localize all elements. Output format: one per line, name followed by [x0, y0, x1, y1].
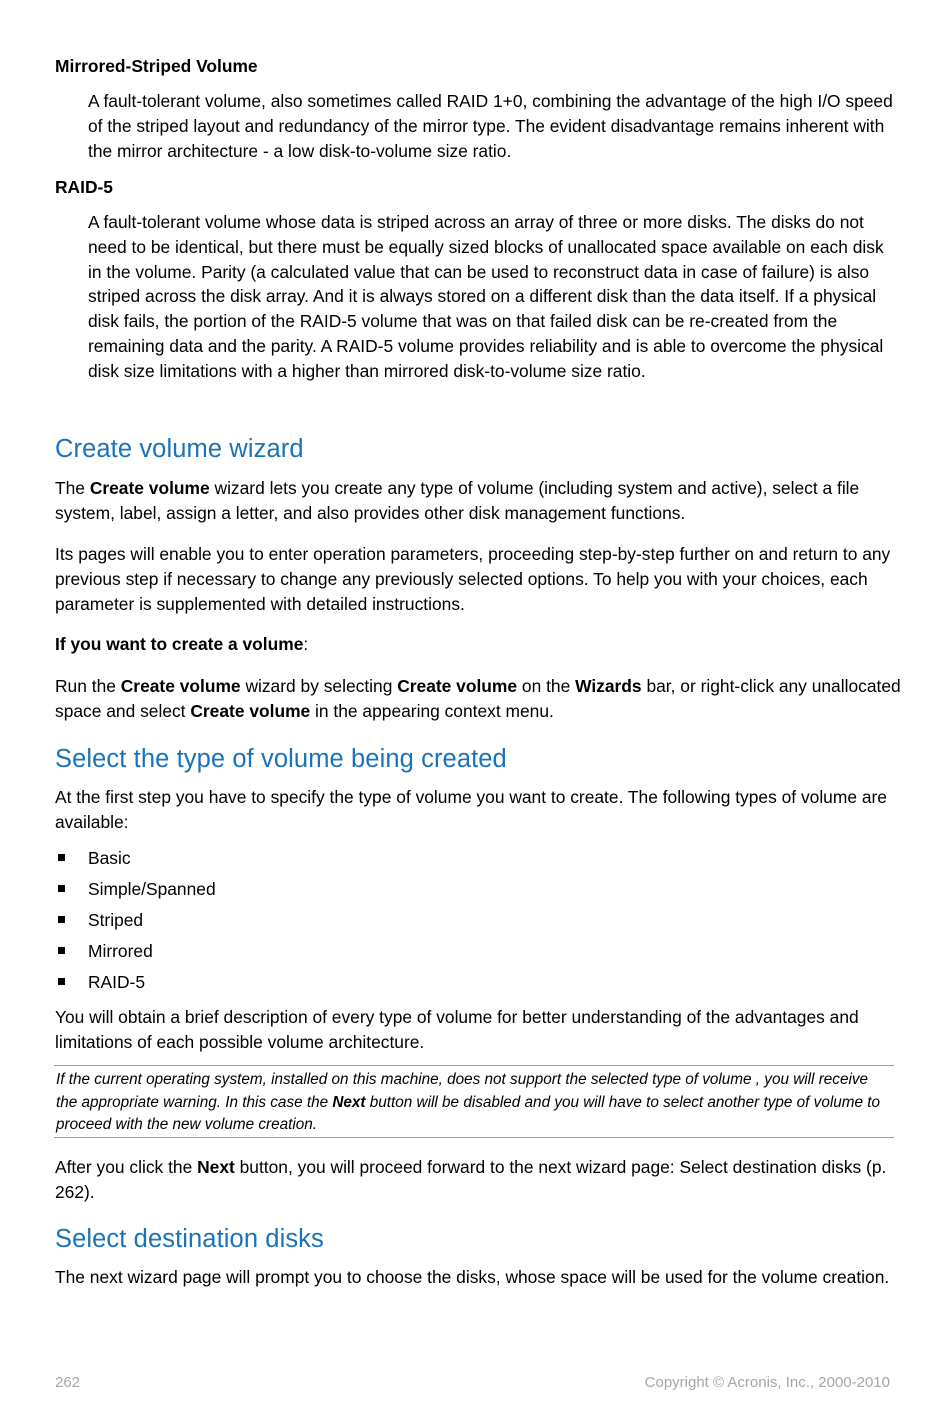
- text-run: button, you will proceed forward to the next wizard page: Select destination disks (p. 262).: [55, 1157, 887, 1202]
- text-run: in the appearing context menu.: [310, 700, 554, 721]
- paragraph-run-wizard: [55, 674, 903, 724]
- definition-raid-5: A fault-tolerant volume whose data is striped across an array of three or more disks. The disks do not need to be identical, but there must be equally sized blocks of unallocated space available on each disk in the volume. Parity (a calculated value that can be used to reconstruct data in case of failure) is also striped across the disk array. And it is always stored on a different disk than the data itself. If a physical disk fails, the portion of the RAID-5 volume that was on that failed disk can be re-created from the remaining data and the parity. A RAID-5 volume provides reliability and is able to overcome the physical disk size limitations with a higher than mirrored disk-to-volume size ratio.: [88, 212, 884, 381]
- text-run: The: [55, 478, 90, 498]
- paragraph-if-you-want: [55, 632, 903, 657]
- text-run: on the: [517, 676, 576, 696]
- note-box: [54, 1065, 894, 1138]
- text-run: button will be disabled and you will have to select another type of volume to proceed with the new volume creation.: [56, 1093, 880, 1133]
- text-run: wizard lets you create any type of volume (including system and active), select a file system, label, assign a letter, and also provides other disk management functions.: [55, 478, 860, 523]
- bullet-square-icon: [58, 885, 65, 892]
- definition-mirrored-striped: A fault-tolerant volume, also sometimes called RAID 1+0, combining the advantage of the high I/O speed of the striped layout and redundancy of the mirror type. The evident disadvantage remains inherent with the mirror architecture - a low disk-to-volume size ratio.: [88, 91, 893, 161]
- bullet-square-icon: [58, 854, 65, 861]
- bold-run: If you want to create a volume: [55, 634, 304, 654]
- heading-select-volume-type: Select the type of volume being created: [55, 745, 507, 773]
- paragraph-next-wizard-page: The next wizard page will prompt you to choose the disks, whose space will be used for the volume creation.: [55, 1267, 890, 1287]
- bold-run: Create volume: [397, 676, 518, 696]
- list-item-label: Striped: [88, 910, 144, 930]
- bold-run: Wizards: [575, 676, 642, 696]
- volume-type-list: [55, 845, 216, 1000]
- copyright-text: Copyright © Acronis, Inc., 2000-2010: [644, 1374, 890, 1391]
- paragraph-first-step: At the first step you have to specify the type of volume you want to create. The following types of volume are available:: [55, 787, 887, 832]
- list-item-label: Basic: [88, 848, 131, 868]
- list-item-volume-type: [55, 969, 216, 1000]
- list-item-label: Simple/Spanned: [88, 879, 216, 899]
- list-item-volume-type: [55, 876, 216, 907]
- text-run: If the current operating system, installed on this machine, does not support the selected type of volume , you will receive the appropriate warning. In this case the: [56, 1071, 869, 1111]
- text-run: bar, or right-click any unallocated space and select: [55, 676, 901, 721]
- bold-run: Next: [197, 1157, 235, 1177]
- list-item-label: RAID-5: [88, 972, 146, 992]
- bold-run: Create volume: [120, 676, 241, 696]
- term-raid-5: RAID-5: [55, 177, 113, 197]
- list-item-label: Mirrored: [88, 941, 153, 961]
- bold-run: Create volume: [190, 700, 311, 721]
- paragraph-wizard-pages: Its pages will enable you to enter operation parameters, proceeding step-by-step further on and return to any previous step if necessary to change any previously selected options. To help you with your choices, each parameter is supplemented with detailed instructions.: [55, 544, 891, 614]
- bullet-square-icon: [58, 916, 65, 923]
- text-run: :: [303, 634, 309, 654]
- bullet-square-icon: [58, 978, 65, 985]
- paragraph-wizard-intro: [55, 476, 903, 526]
- list-item-volume-type: [55, 907, 216, 938]
- bold-run: Next: [332, 1093, 366, 1111]
- paragraph-after-next: [55, 1155, 903, 1205]
- list-item-volume-type: [55, 845, 216, 876]
- paragraph-brief-description: You will obtain a brief description of every type of volume for better understanding of the advantages and limitations of each possible volume architecture.: [55, 1007, 859, 1052]
- term-mirrored-striped: Mirrored-Striped Volume: [55, 56, 258, 76]
- page-number: 262: [55, 1374, 81, 1391]
- text-run: After you click the: [55, 1157, 198, 1177]
- heading-create-volume-wizard: Create volume wizard: [55, 435, 304, 463]
- bullet-square-icon: [58, 947, 65, 954]
- note-text: [56, 1069, 892, 1137]
- text-run: wizard by selecting: [240, 676, 398, 696]
- text-run: Run the: [55, 676, 121, 696]
- list-item-volume-type: [55, 938, 216, 969]
- heading-select-destination-disks: Select destination disks: [55, 1225, 324, 1253]
- bold-run: Create volume: [89, 478, 210, 498]
